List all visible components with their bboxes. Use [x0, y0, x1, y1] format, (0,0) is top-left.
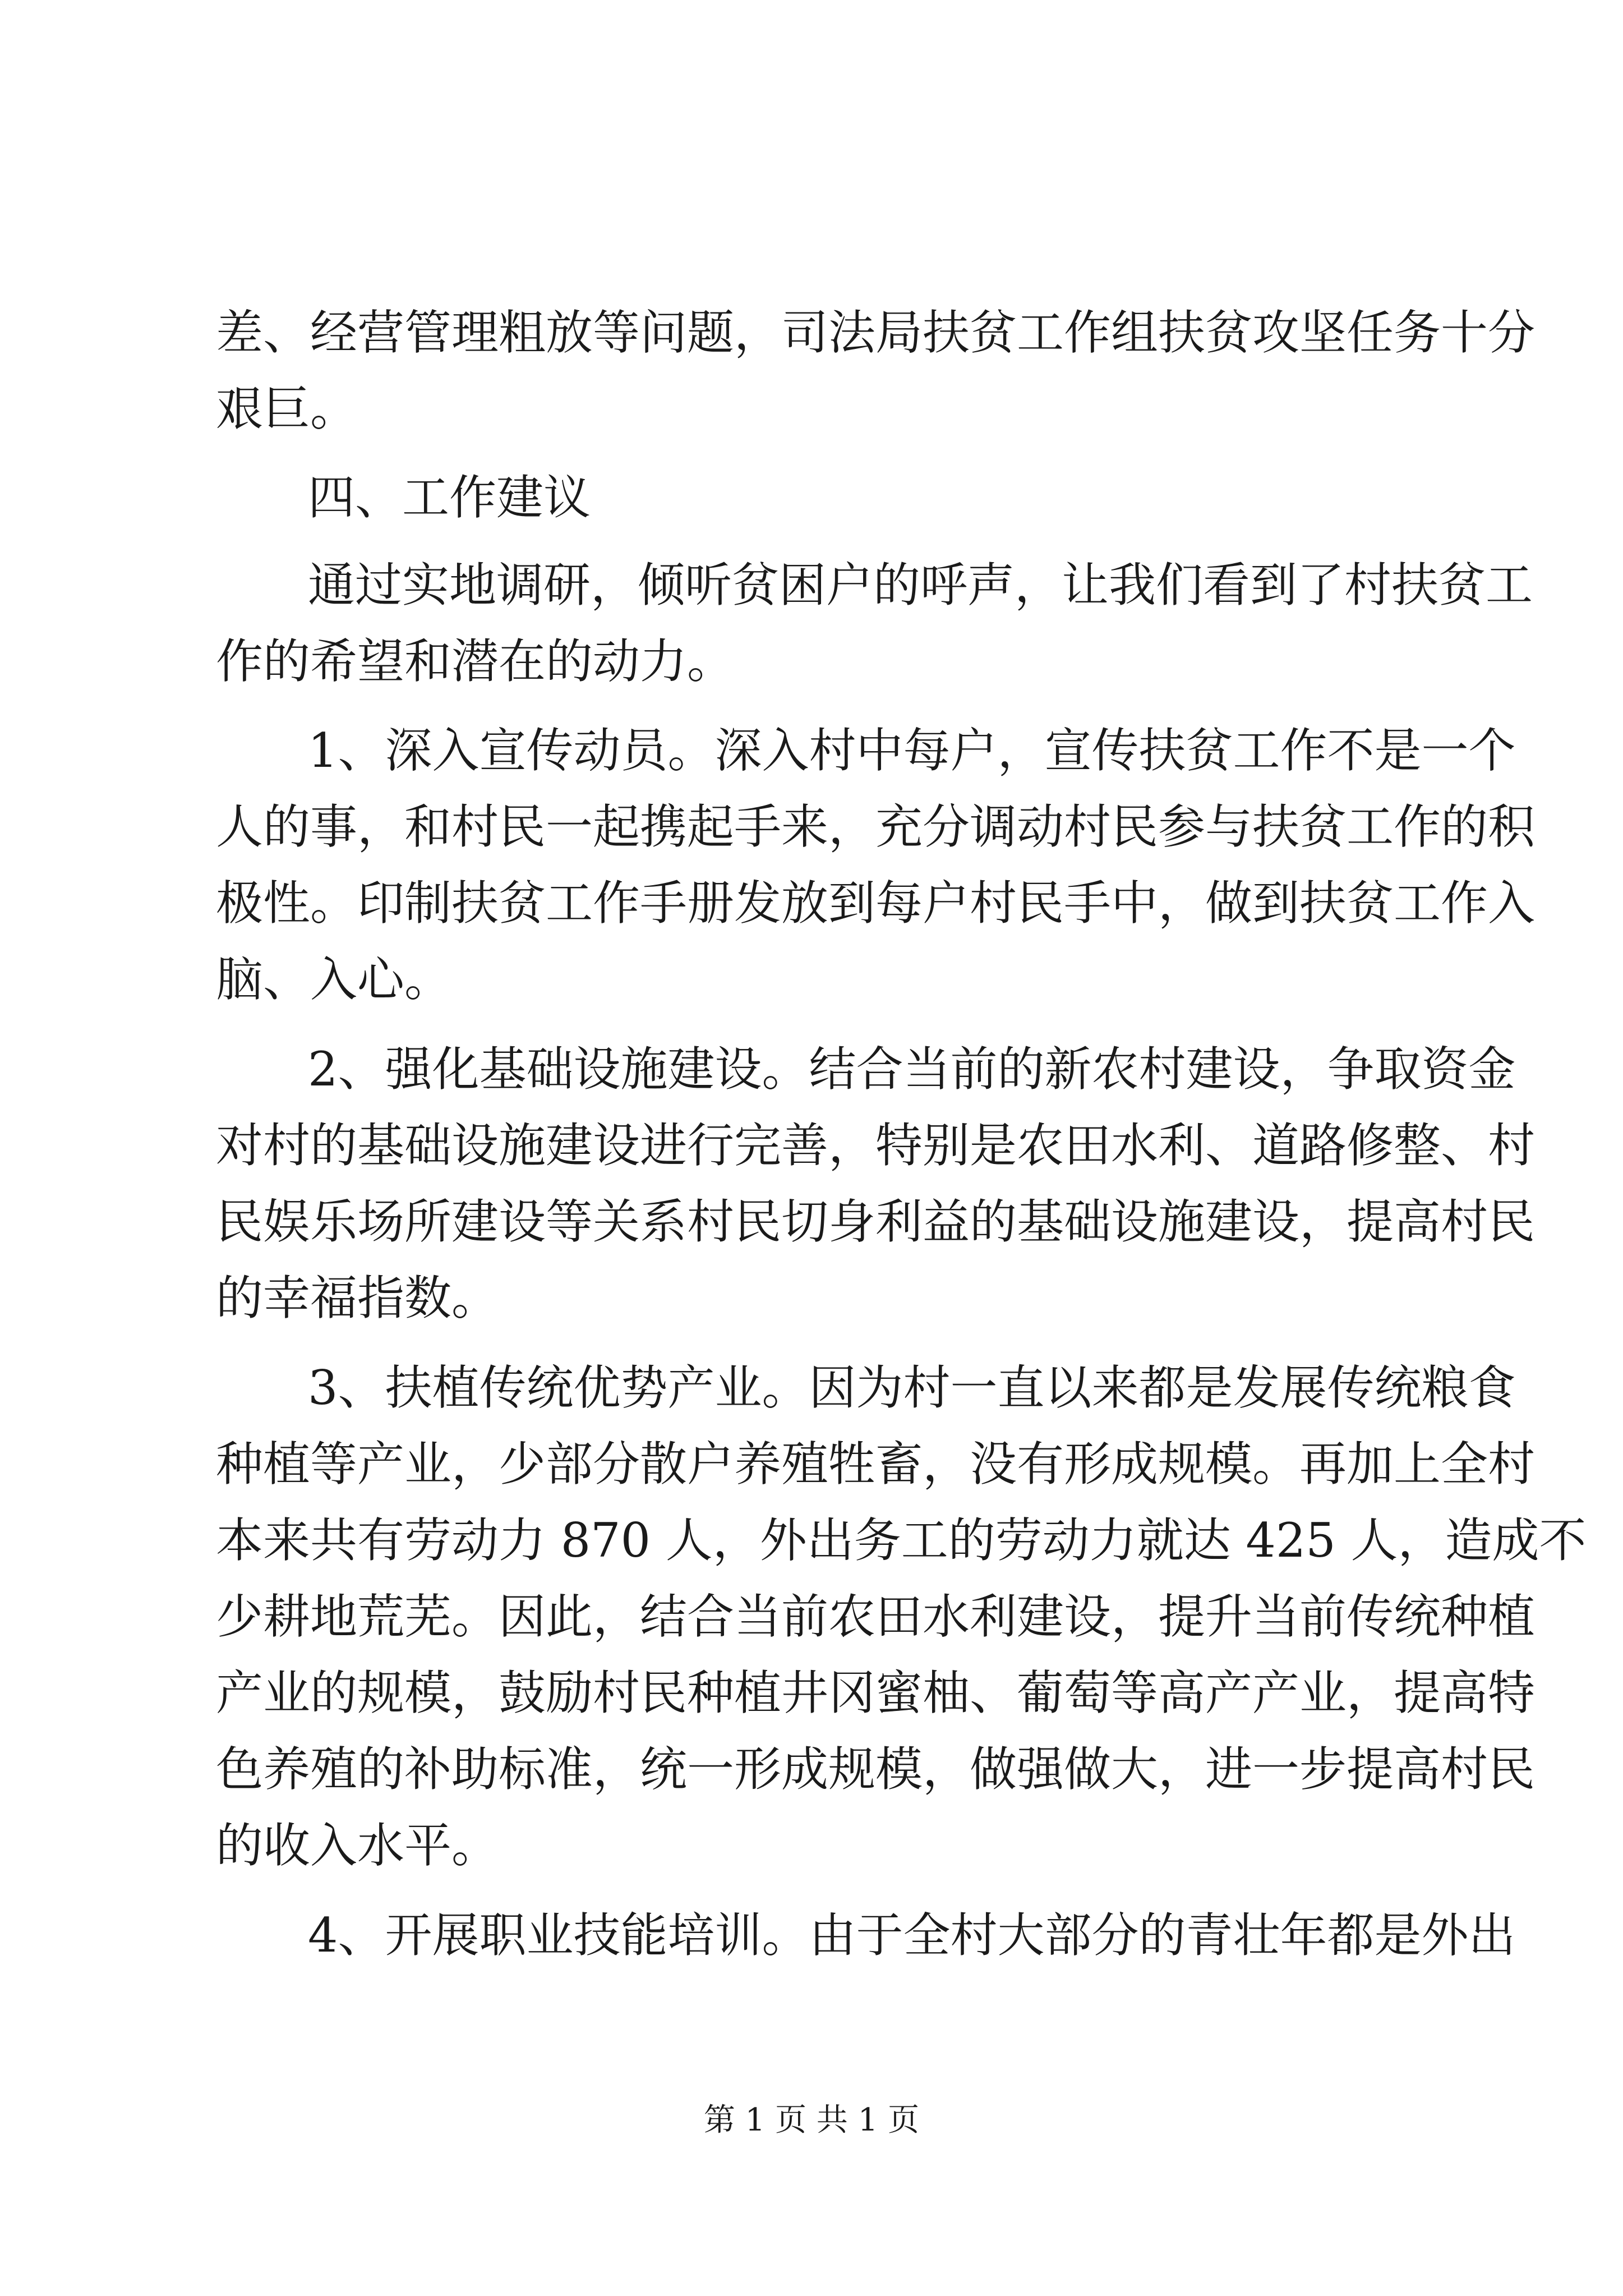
body-text-line: 通过实地调研，倾听贫困户的呼声，让我们看到了村扶贫工	[308, 558, 1533, 613]
page-footer: 第 1 页 共 1 页	[703, 2102, 920, 2138]
body-text-line: 差、经营管理粗放等问题，司法局扶贫工作组扶贫攻坚任务十分	[216, 305, 1536, 360]
body-text-line: 1、深入宣传动员。深入村中每户，宣传扶贫工作不是一个	[308, 723, 1516, 778]
body-text-line: 3、扶植传统优势产业。因为村一直以来都是发展传统粮食	[308, 1360, 1516, 1415]
body-text-line: 2、强化基础设施建设。结合当前的新农村建设，争取资金	[308, 1042, 1516, 1097]
body-text-line: 对村的基础设施建设进行完善，特别是农田水利、道路修整、村	[216, 1118, 1536, 1173]
body-text-line: 民娱乐场所建设等关系村民切身利益的基础设施建设，提高村民	[216, 1194, 1536, 1249]
body-text-line: 人的事，和村民一起携起手来，充分调动村民参与扶贫工作的积	[216, 799, 1536, 854]
body-text-line: 少耕地荒芜。因此，结合当前农田水利建设，提升当前传统种植	[216, 1589, 1536, 1644]
body-text-line: 产业的规模，鼓励村民种植井冈蜜柚、葡萄等高产产业，提高特	[216, 1665, 1536, 1720]
body-text-line: 脑、入心。	[216, 952, 452, 1007]
body-text-line: 种植等产业，少部分散户养殖牲畜，没有形成规模。再加上全村	[216, 1437, 1536, 1492]
body-text-line: 艰巨。	[216, 381, 358, 436]
body-text-line: 的收入水平。	[216, 1818, 499, 1873]
body-text-line: 作的希望和潜在的动力。	[216, 634, 735, 689]
section-heading: 四、工作建议	[308, 470, 591, 525]
body-text-line: 极性。印制扶贫工作手册发放到每户村民手中，做到扶贫工作入	[216, 876, 1536, 931]
body-text-line: 的幸福指数。	[216, 1271, 499, 1326]
body-text-line: 色养殖的补助标准，统一形成规模，做强做大，进一步提高村民	[216, 1742, 1536, 1797]
body-text-line: 4、开展职业技能培训。由于全村大部分的青壮年都是外出	[308, 1908, 1516, 1963]
body-text-line: 本来共有劳动力 870 人，外出务工的劳动力就达 425 人，造成不	[216, 1513, 1587, 1568]
